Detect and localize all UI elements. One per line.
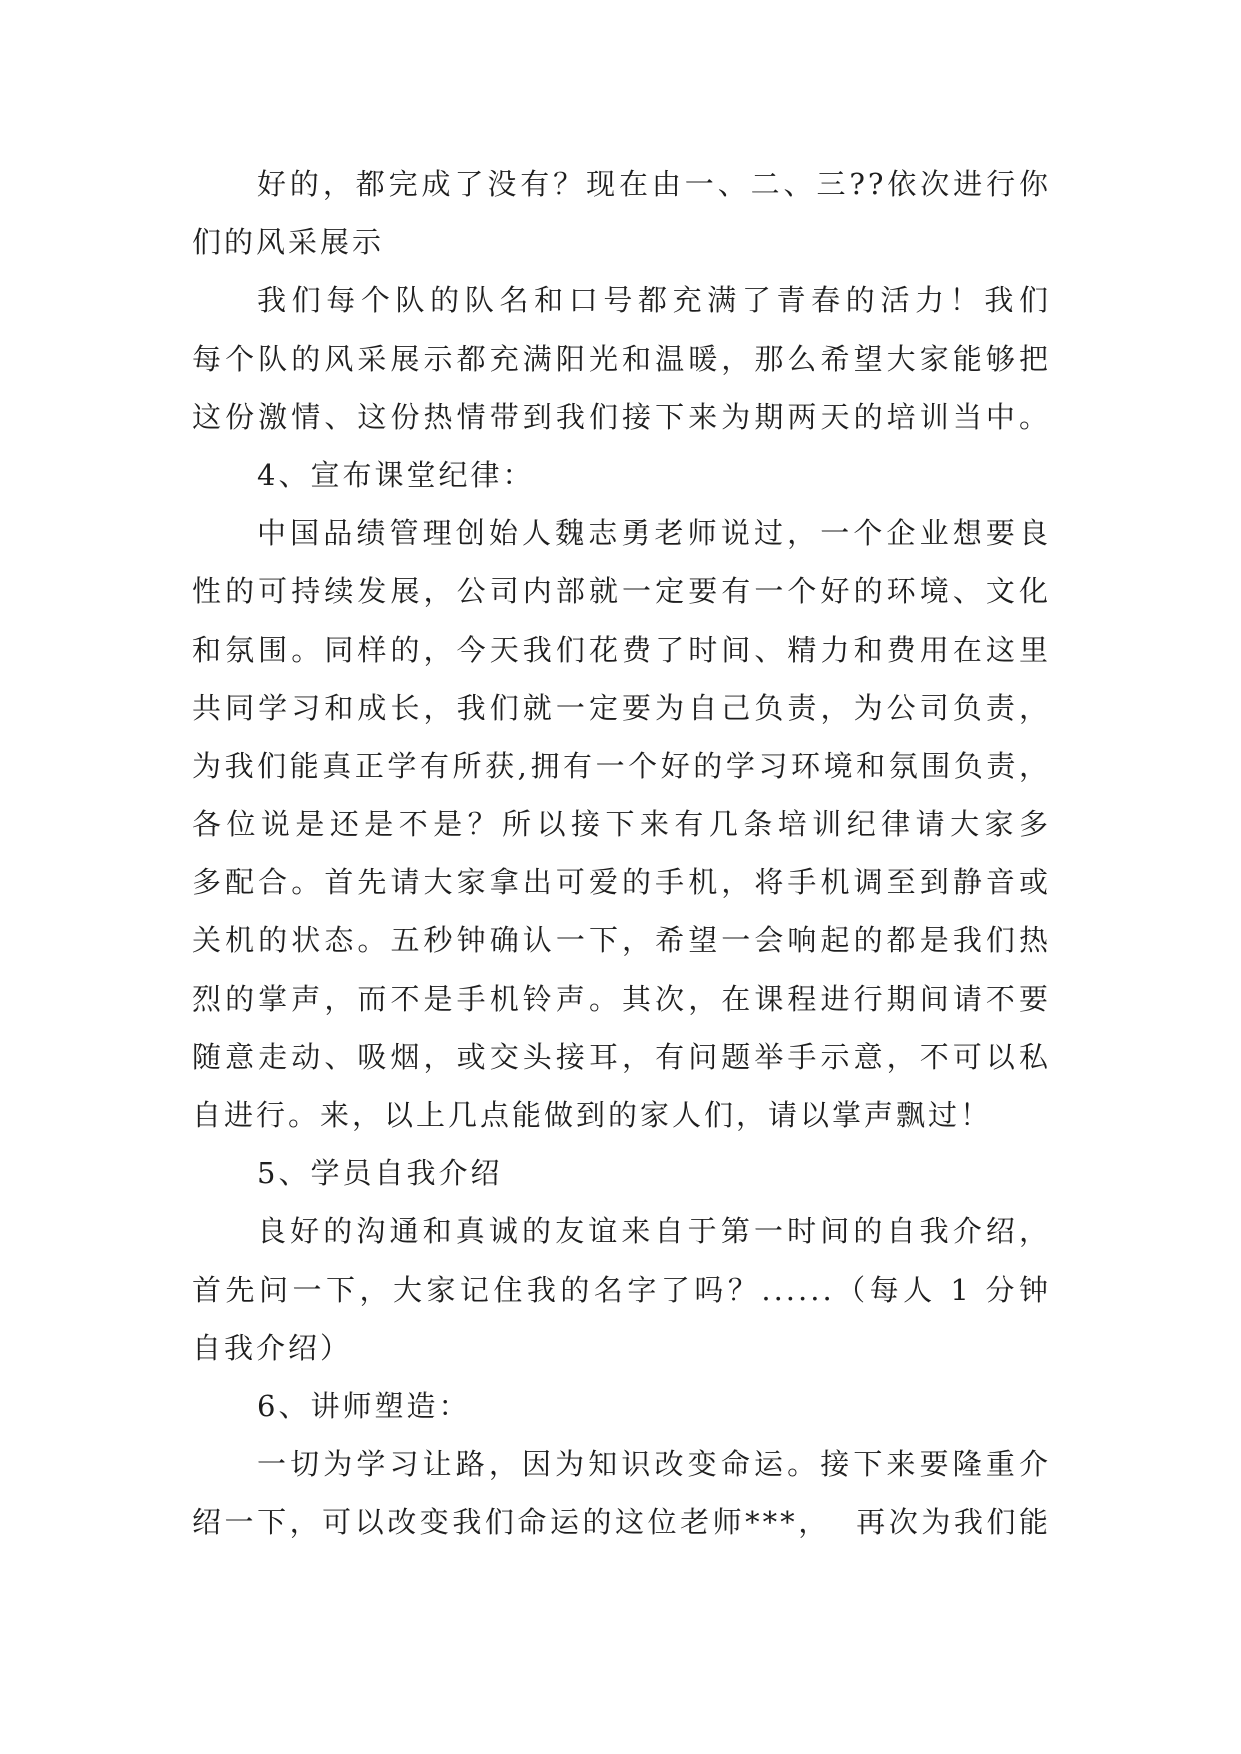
paragraph-line: 性的可持续发展，公司内部就一定要有一个好的环境、文化 xyxy=(192,574,1051,609)
paragraph-line: 多配合。首先请大家拿出可爱的手机，将手机调至到静音或 xyxy=(192,865,1051,900)
paragraph-line: 和氛围。同样的，今天我们花费了时间、精力和费用在这里 xyxy=(192,632,1051,667)
paragraph-line: 这份激情、这份热情带到我们接下来为期两天的培训当中。 xyxy=(192,399,1051,434)
paragraph-line: 烈的掌声，而不是手机铃声。其次，在课程进行期间请不要 xyxy=(192,981,1051,1016)
paragraph-line: 好的，都完成了没有？现在由一、二、三??依次进行你 xyxy=(257,167,1051,201)
paragraph xyxy=(192,504,1051,1144)
paragraph-line: 中国品绩管理创始人魏志勇老师说过，一个企业想要良 xyxy=(257,516,1051,551)
section-heading xyxy=(192,446,1051,504)
section-heading xyxy=(192,1144,1051,1202)
paragraph-line: 关机的状态。五秒钟确认一下，希望一会响起的都是我们热 xyxy=(192,923,1051,958)
section-heading-text: 6、讲师塑造： xyxy=(257,1388,471,1423)
paragraph xyxy=(192,271,1051,446)
paragraph-line: 随意走动、吸烟，或交头接耳，有问题举手示意，不可以私 xyxy=(192,1039,1051,1074)
paragraph-line: 自进行。来，以上几点能做到的家人们，请以掌声飘过！ xyxy=(192,1098,993,1132)
paragraph xyxy=(192,155,1051,271)
document-body xyxy=(192,155,1051,1552)
paragraph-line: 一切为学习让路，因为知识改变命运。接下来要隆重介 xyxy=(257,1447,1051,1482)
paragraph xyxy=(192,1435,1051,1551)
paragraph-line: 良好的沟通和真诚的友谊来自于第一时间的自我介绍， xyxy=(257,1214,1051,1249)
paragraph-line: 每个队的风采展示都充满阳光和温暖，那么希望大家能够把 xyxy=(192,341,1051,376)
paragraph-line: 我们每个队的队名和口号都充满了青春的活力！我们 xyxy=(257,283,1051,318)
section-heading-text: 4、宣布课堂纪律： xyxy=(257,457,535,492)
paragraph-line: 首先问一下，大家记住我的名字了吗？......（每人 1 分钟 xyxy=(192,1272,1051,1307)
paragraph xyxy=(192,1202,1051,1377)
paragraph-line: 共同学习和成长，我们就一定要为自己负责，为公司负责， xyxy=(192,690,1051,725)
section-heading-text: 5、学员自我介绍 xyxy=(257,1156,503,1191)
paragraph-line: 各位说是还是不是？所以接下来有几条培训纪律请大家多 xyxy=(192,807,1051,842)
section-heading xyxy=(192,1377,1051,1435)
paragraph-line: 自我介绍） xyxy=(192,1330,353,1365)
paragraph-line: 们的风采展示 xyxy=(192,225,385,260)
paragraph-line: 为我们能真正学有所获,拥有一个好的学习环境和氛围负责， xyxy=(192,748,1051,783)
paragraph-line: 绍一下，可以改变我们命运的这位老师***， 再次为我们能 xyxy=(192,1505,1051,1540)
